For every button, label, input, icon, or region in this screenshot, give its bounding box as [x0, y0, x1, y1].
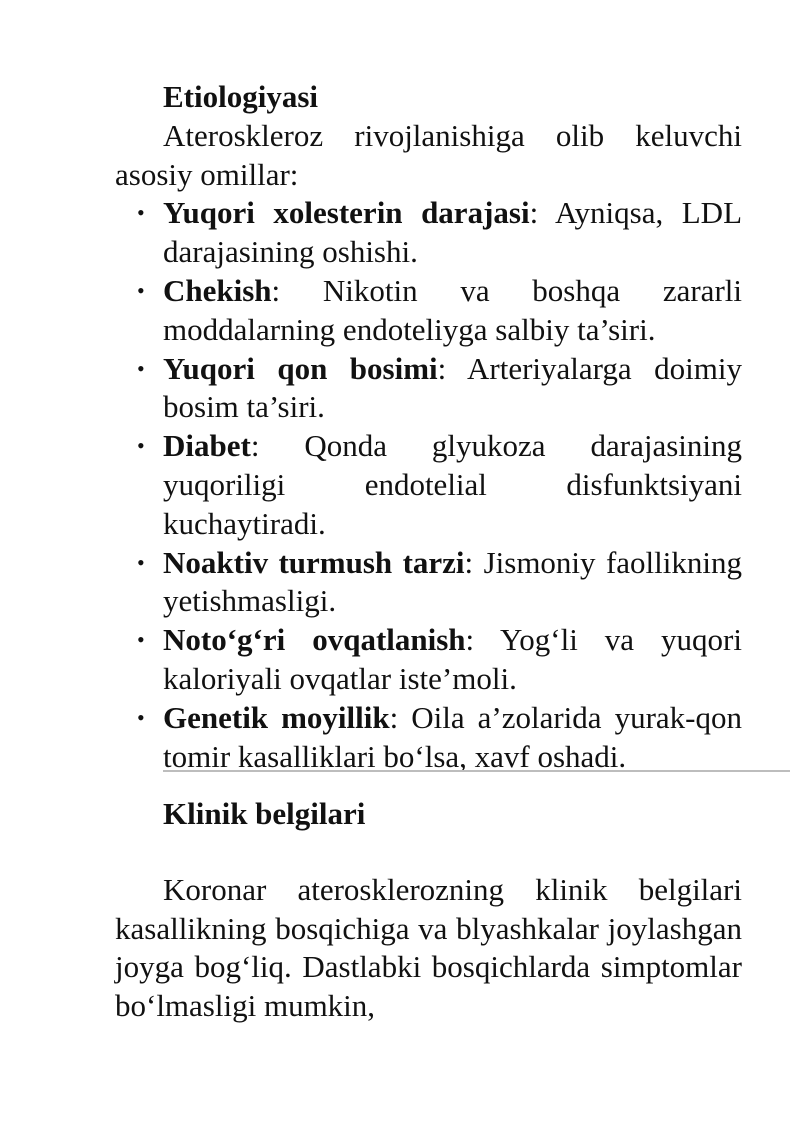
clinical-paragraph: Koronar aterosklerozning klinik belgilari kasallikning bosqichiga va blyashkalar joylashgan joyga bog‘liq. Dastlabki bosqichlarda simptomlar bo‘lmasligi mumkin, — [115, 871, 742, 1024]
bullet-icon: • — [137, 627, 145, 653]
list-item-term: Chekish — [163, 272, 272, 308]
list-item-term: Yuqori qon bosimi — [163, 350, 438, 386]
list-item-term: Noaktiv turmush tarzi — [163, 544, 465, 580]
list-item — [115, 350, 742, 428]
list-item-desc: : Ayniqsa, LDL darajasining oshishi. — [163, 195, 743, 270]
bullet-icon: • — [137, 200, 145, 226]
section-divider — [163, 770, 790, 772]
list-item — [115, 699, 742, 777]
etiology-intro: Ateroskleroz rivojlanishiga olib keluvchi asosiy omillar: — [115, 117, 742, 192]
risk-factor-list — [115, 194, 742, 776]
spacer — [115, 834, 742, 871]
bullet-icon: • — [137, 277, 145, 303]
etiology-section — [115, 78, 742, 776]
list-item-desc: : Nikotin va boshqa zararli moddalarning endoteliyga salbiy ta’siri. — [163, 272, 742, 347]
bullet-icon: • — [137, 704, 145, 730]
list-item-desc: : Jismoniy faollikning yetishmasligi. — [163, 544, 742, 619]
list-item-term: Genetik moyillik — [163, 699, 390, 735]
etiology-heading: Etiologiyasi — [163, 79, 319, 114]
list-item-term: Noto‘g‘ri ovqatlanish — [163, 622, 466, 658]
list-item — [115, 544, 742, 622]
list-item — [115, 427, 742, 543]
clinical-heading: Klinik belgilari — [163, 796, 366, 831]
bullet-icon: • — [137, 433, 145, 459]
clinical-section — [115, 795, 742, 1026]
list-item-desc: : Yog‘li va yuqori kaloriyali ovqatlar iste’moli. — [163, 622, 742, 696]
list-item — [115, 194, 742, 272]
bullet-icon: • — [137, 355, 145, 381]
list-item-desc: : Qonda glyukoza darajasining yuqoriligi endotelial disfunktsiyani kuchaytiradi. — [163, 428, 742, 541]
list-item-desc: : Oila a’zolarida yurak-qon tomir kasalliklari bo‘lsa, xavf oshadi. — [163, 699, 742, 774]
list-item — [115, 272, 742, 350]
list-item — [115, 621, 742, 699]
list-item-term: Diabet — [163, 428, 251, 464]
bullet-icon: • — [137, 549, 145, 575]
list-item-desc: : Arteriyalarga doimiy bosim ta’siri. — [163, 350, 742, 425]
list-item-term: Yuqori xolesterin darajasi — [163, 195, 530, 231]
